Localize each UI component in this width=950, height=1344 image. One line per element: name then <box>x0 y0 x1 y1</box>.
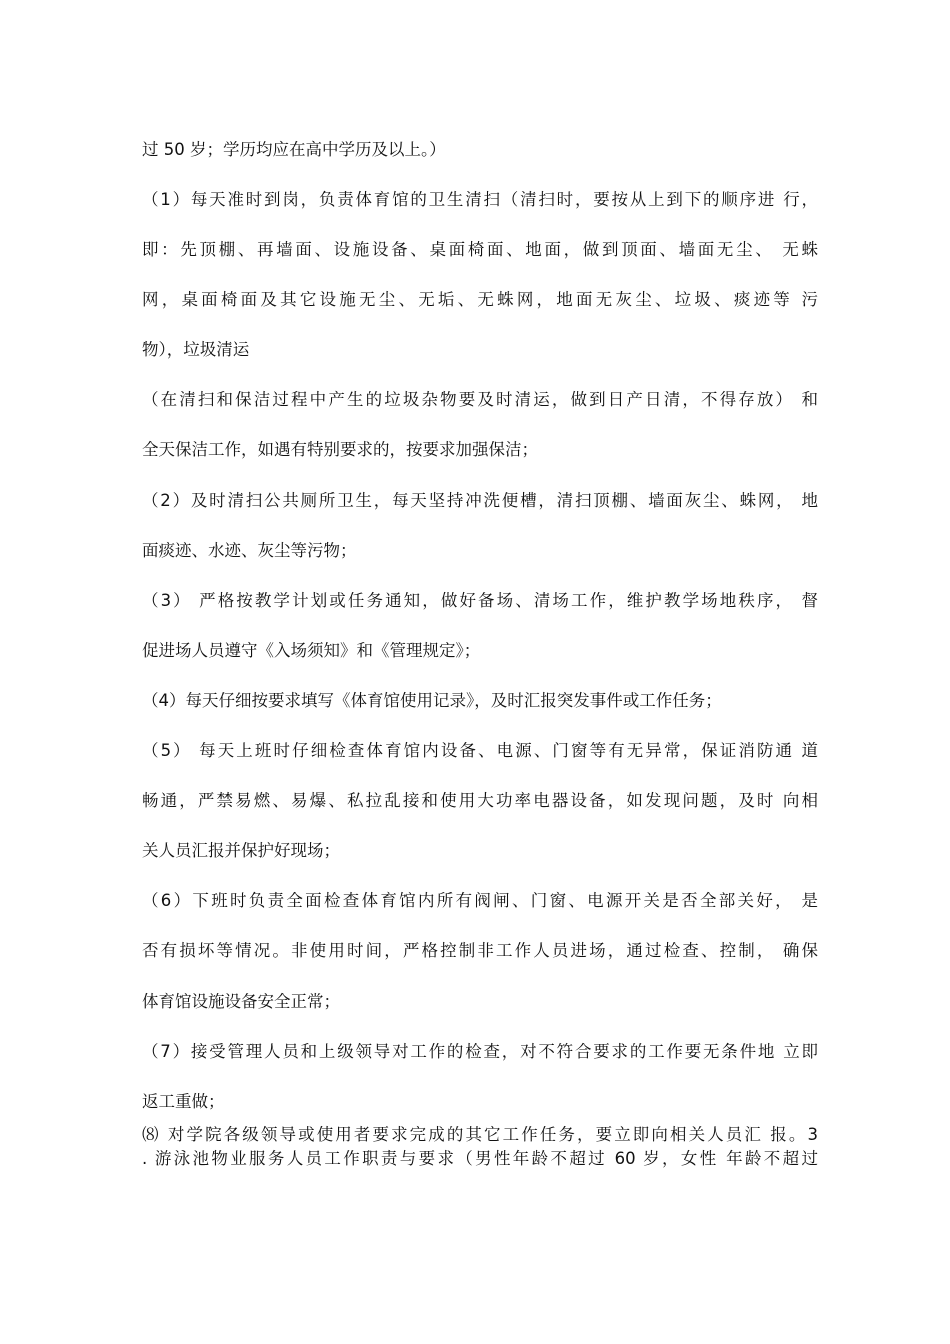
text-line-13: （5） 每天上班时仔细检查体育馆内设备、电源、门窗等有无异常，保证消防通 道 <box>142 741 818 760</box>
text-line-19: （7）接受管理人员和上级领导对工作的检查，对不符合要求的工作要无条件地 立即 <box>142 1042 818 1061</box>
text-line-22: . 游泳池物业服务人员工作职责与要求（男性年龄不超过 60 岁，女性 年龄不超过 <box>142 1149 818 1168</box>
text-line-15: 关人员汇报并保护好现场； <box>142 841 340 860</box>
text-line-11: 促进场人员遵守《入场须知》和《管理规定》； <box>142 641 481 660</box>
text-line-12: （4）每天仔细按要求填写《体育馆使用记录》，及时汇报突发事件或工作任务； <box>142 691 722 710</box>
text-line-5: 物），垃圾清运 <box>142 340 250 359</box>
text-line-9: 面痰迹、水迹、灰尘等污物； <box>142 541 357 560</box>
text-line-16: （6）下班时负责全面检查体育馆内所有阀闸、门窗、电源开关是否全部关好， 是 <box>142 891 818 910</box>
text-line-3: 即：先顶棚、再墙面、设施设备、桌面椅面、地面，做到顶面、墙面无尘、 无蛛 <box>142 240 818 259</box>
text-line-8: （2）及时清扫公共厕所卫生，每天坚持冲洗便槽，清扫顶棚、墙面灰尘、蛛网， 地 <box>142 491 818 510</box>
text-line-10: （3） 严格按教学计划或任务通知，做好备场、清场工作，维护教学场地秩序， 督 <box>142 591 818 610</box>
text-line-18: 体育馆设施设备安全正常； <box>142 992 340 1011</box>
text-line-21: ⑻ 对学院各级领导或使用者要求完成的其它工作任务，要立即向相关人员汇 报。3 <box>142 1125 818 1144</box>
text-line-20: 返工重做； <box>142 1092 225 1111</box>
text-line-7: 全天保洁工作，如遇有特别要求的，按要求加强保洁； <box>142 440 538 459</box>
text-line-2: （1）每天准时到岗，负责体育馆的卫生清扫（清扫时，要按从上到下的顺序进 行， <box>142 190 818 209</box>
text-line-14: 畅通，严禁易燃、易爆、私拉乱接和使用大功率电器设备，如发现问题，及时 向相 <box>142 791 818 810</box>
text-line-4: 网，桌面椅面及其它设施无尘、无垢、无蛛网，地面无灰尘、垃圾、痰迹等 污 <box>142 290 818 309</box>
text-line-17: 否有损坏等情况。非使用时间，严格控制非工作人员进场，通过检查、控制， 确保 <box>142 941 818 960</box>
text-line-1: 过 50 岁；学历均应在高中学历及以上。） <box>142 140 446 159</box>
text-line-6: （在清扫和保洁过程中产生的垃圾杂物要及时清运，做到日产日清，不得存放） 和 <box>142 390 818 409</box>
